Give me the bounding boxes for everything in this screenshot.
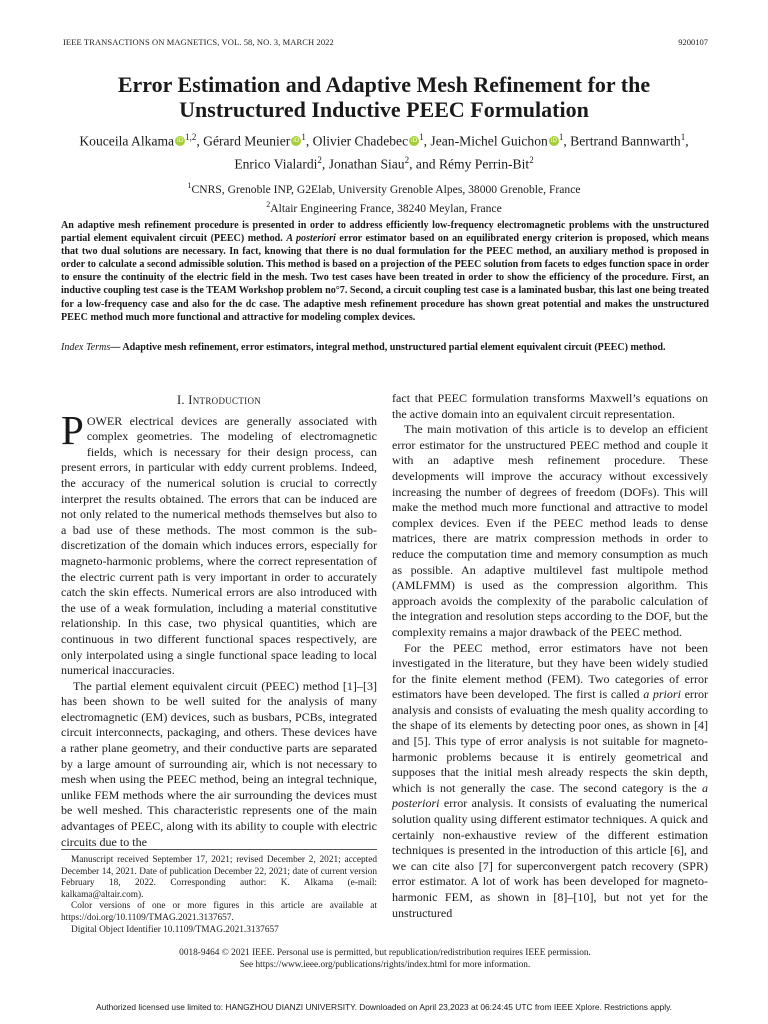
author-name: Enrico Vialardi	[234, 156, 318, 172]
orcid-icon[interactable]: iD	[410, 136, 418, 144]
author-name: Olivier Chadebec	[312, 133, 409, 149]
author-line-2: Enrico Vialardi$^2$, Jonathan Siau$^2$, and Rémy Perrin-Bit$^2$	[234, 154, 534, 172]
author-affil-sup: 1	[419, 132, 424, 142]
author-name: Rémy Perrin-Bit	[438, 156, 530, 172]
affiliations	[40, 178, 728, 216]
article-number: 9200107	[678, 37, 708, 47]
paper-title	[40, 72, 728, 122]
affiliation-1: $^1$CNRS, Grenoble INP, G2Elab, University Grenoble Alpes, 38000 Grenoble, France	[187, 181, 581, 196]
footnote-doi: Digital Object Identifier 10.1109/TMAG.2021.3137657	[71, 924, 279, 935]
author-affil-sup: 2	[404, 154, 410, 165]
drop-cap: P	[61, 406, 84, 453]
intro-paragraph-3: The main motivation of this article is to develop an efficient error estimator for the unstructured PEEC method and couple it with an adaptive mesh refinement procedure. These developments will improve the accuracy without excessively increasing the number of degrees of freedom (DOFs). This will make the method much more functional and attractive to model complex devices. Even if the PEEC method leads to dense matrices, there are matrix compression methods in order to reduce the computation time and memory consumption as much as possible. An adaptive multilevel fast multipole method (AMLFMM) is used as the compression algorithm. This approach avoids the complexity of the parabolic calculation of the integration and resolution steps according to the DOF, but the complexity remains a major drawback of the PEEC method.	[392, 422, 708, 639]
author-line-1: Kouceila Alkama iD $^{1,2}$, Gérard Meunier iD $^1$, Olivier Chadebec iD $^1$, Jean-Michel Guichon iD $^1$, Bertrand Bannwarth$^1$,	[79, 132, 689, 149]
download-notice: Authorized licensed use limited to: HANGZHOU DIANZI UNIVERSITY. Downloaded on April 23,2023 at 06:24:45 UTC from IEEE Xplore. Restrictions apply.	[96, 1002, 672, 1012]
author-name: Jonathan Siau	[328, 156, 405, 172]
index-terms-label: Index Terms	[61, 342, 111, 353]
orcid-icon[interactable]: iD	[293, 136, 300, 144]
footnote-color[interactable]: Color versions of one or more figures in this article are available at https://doi.org/10.1109/TMAG.2021.3137657.	[61, 901, 377, 923]
running-header-journal: IEEE TRANSACTIONS ON MAGNETICS, VOL. 58, NO. 3, MARCH 2022	[63, 37, 334, 47]
footnote-rule	[61, 849, 377, 850]
intro-paragraph-1: POWER electrical devices are generally associated with complex geometries. The modeling of electromagnetic fields, which is necessary for their design process, can present errors, in particular with eddy current problems. Indeed, the accuracy of the numerical solution is crucial to correctly interpret the results obtained. The errors that can be induced are not only related to the numerical methods themselves but also to a bad use of these methods. The most common is the sub-discretization of the domain which induces errors, especially for magneto-harmonic problems, where the correct representation of the electric current path is very important in order to accurately catch the skin effects. Numerical errors are also introduced with the use of a weak formulation, including a material constitutive relationship. In this case, two physical quantities, which are continuous in two different functional spaces respectively, are only interpolated using a single functional space leading to local numerical inaccuracies.	[61, 406, 377, 678]
author-list	[40, 128, 728, 173]
abstract: An adaptive mesh refinement procedure is presented in order to address efficiently low-frequency electromagnetic problems with the unstructured partial element equivalent circuit (PEEC) method. A posteriori error estimator based on an equilibrated energy criterion is proposed, which means that two dual solutions are necessary. In fact, knowing that there is no dual formulation for the PEEC method, an auxiliary method is proposed in order to calculate a second admissible solution. This method is based on a projection of the PEEC solution from facets to edges function space in order to ensure the continuity of the electric field in the mesh. Two test cases have been treated in order to show the efficiency of the procedure. First, an inductive coupling test case is the TEAM Workshop problem no°7. Second, a circuit coupling test case is a laminated busbar, this last one being treated for a low-frequency case and also for the dc case. The adaptive mesh refinement procedure has shown great potential and makes the unstructured PEEC method much more functional and attractive for modeling complex devices.	[61, 220, 709, 323]
section-heading: I. Introduction	[176, 393, 262, 407]
footnote-manuscript: Manuscript received September 17, 2021; revised December 2, 2021; accepted December 14, 2021. Date of publication December 22, 2021; date of current version February 18, 2022. Corresponding author: K. Alkama (e-mail: kalkama@altair.com).	[61, 855, 377, 900]
footnotes	[61, 855, 377, 936]
title-line-2: Unstructured Inductive PEEC Formulation	[179, 97, 589, 122]
copyright-line-1: 0018-9464 © 2021 IEEE. Personal use is permitted, but republication/redistribution requires IEEE permission.	[179, 948, 591, 958]
affiliation-2: $^2$Altair Engineering France, 38240 Meylan, France	[266, 199, 502, 215]
copyright-notice	[61, 948, 709, 971]
author-name: Gérard Meunier	[203, 133, 291, 149]
author-affil-sup: 1,2	[185, 132, 197, 142]
author-affil-sup: 2	[317, 154, 322, 165]
author-affil-sup: 2	[529, 154, 534, 165]
index-terms: Index Terms— Adaptive mesh refinement, error estimators, integral method, unstructured partial element equivalent circuit (PEEC) method.	[61, 342, 666, 353]
orcid-icon[interactable]: iD	[550, 136, 557, 144]
intro-paragraph-2-cont: fact that PEEC formulation transforms Maxwell’s equations on the active domain into an equivalent circuit representation.	[392, 391, 708, 421]
intro-paragraph-2: The partial element equivalent circuit (PEEC) method [1]–[3] has been shown to be well suited for the analysis of many electromagnetic (EM) devices, such as busbars, PCBs, integrated circuit interconnects, packaging, and others. These devices have a rather plane geometry, and their conductive parts are separated by a large amount of surrounding air, which is not necessary to mesh when using the PEEC method, being an integral technique, unlike FEM methods where the air surrounding the devices must be well meshed. This characteristic represents one of the main advantages of PEEC, along with its ability to couple with electric circuits due to the	[61, 678, 377, 849]
author-affil-sup: 1	[558, 132, 564, 142]
author-name: Bertrand Bannwarth	[570, 133, 681, 149]
copyright-line-2[interactable]: See https://www.ieee.org/publications/rights/index.html for more information.	[239, 959, 531, 970]
author-name: Jean-Michel Guichon	[430, 133, 548, 149]
intro-paragraph-4: For the PEEC method, error estimators have not been investigated in the literature, but they have been widely studied for the finite element method (FEM). Two categories of error estimators have been developed. The first is called a priori error analysis and consists of evaluating the mesh quality according to the shape of its elements by detecting poor ones, as shown in [4] and [5]. This type of error analysis is not suitable for magneto-harmonic problems because it is entirely geometrical and supposes that the initial mesh already respects the skin depth, which is not generally the case. The second category is the a posteriori error analysis. It consists of evaluating the numerical solution quality using different estimator techniques. A quick and certainly non-exhaustive review of the different estimation techniques is presented in the introduction of this article [6], and we can cite also [7] for superconvergent patch recovery (SPR) error estimator. A lot of work has been developed for magneto-harmonic FEM, as shown in [8]–[10], but not yet for the unstructured	[392, 640, 708, 920]
title-line-1: Error Estimation and Adaptive Mesh Refinement for the	[117, 72, 651, 97]
left-column	[61, 391, 377, 850]
author-affil-sup: 1	[680, 132, 686, 142]
author-name: Kouceila Alkama	[79, 133, 175, 149]
right-column	[392, 391, 708, 921]
orcid-icon[interactable]: iD	[176, 136, 184, 144]
author-affil-sup: 1	[301, 132, 306, 142]
